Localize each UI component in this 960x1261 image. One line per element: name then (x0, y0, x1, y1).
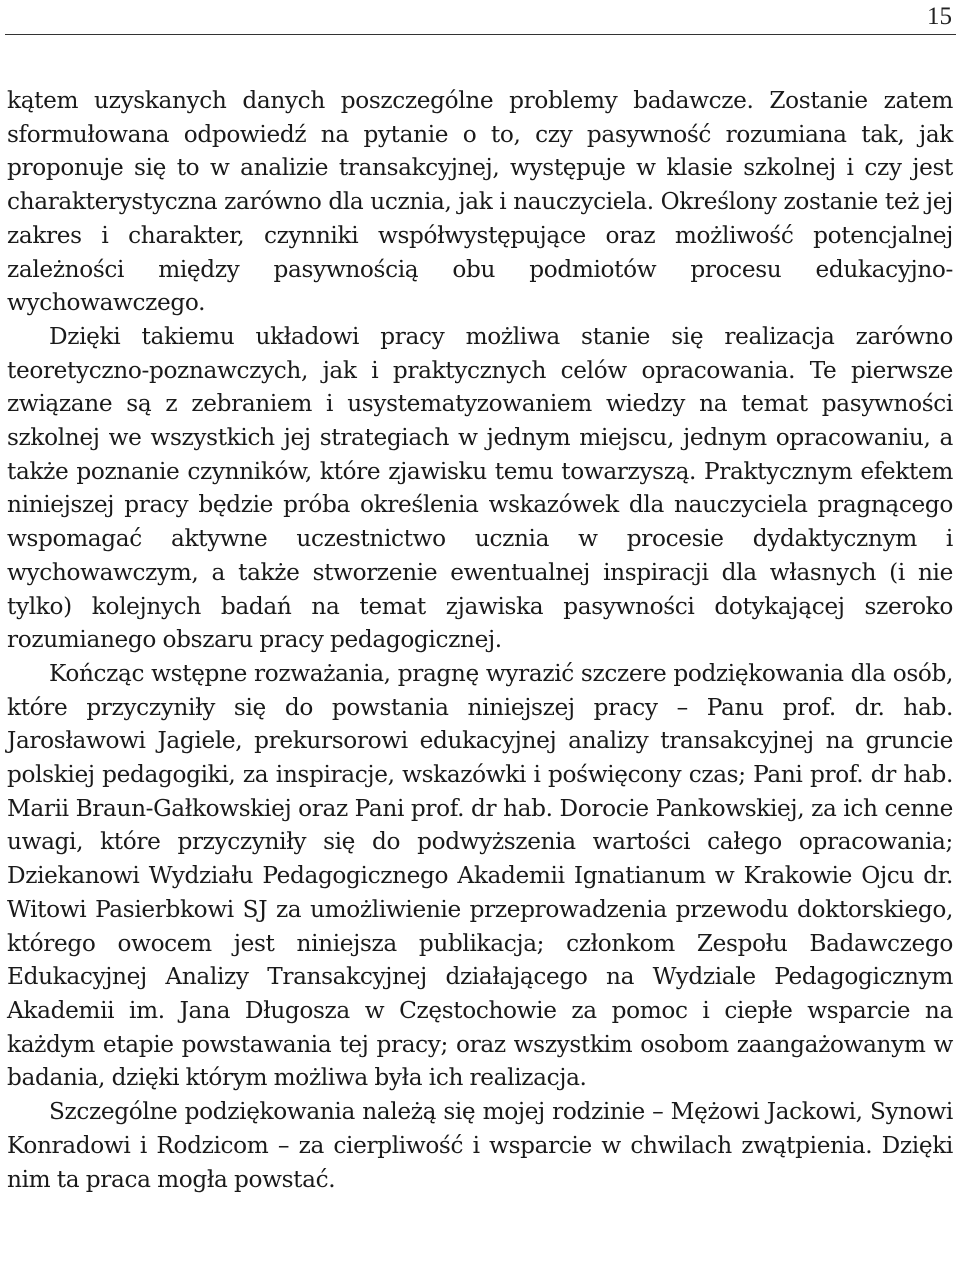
paragraph-acknowledgements: Kończąc wstępne rozważania, pragnę wyrazić szczere podziękowania dla osób, które przyczyniły się do powstania niniejszej pracy – Panu prof. dr. hab. Jarosławowi Jagiele, prekursorowi edukacyjnej analizy transakcyjnej na gruncie polskiej pedagogiki, za inspiracje, wskazówki i poświęcony czas; Pani prof. dr hab. Marii Braun-Gałkowskiej oraz Pani prof. dr hab. Dorocie Pankowskiej, za ich cenne uwagi, które przyczyniły się do podwyższenia wartości całego opracowania; Dziekanowi Wydziału Pedagogicznego Akademii Ignatianum w Krakowie Ojcu dr. Witowi Pasierbkowi SJ za umożliwienie przeprowadzenia przewodu doktorskiego, którego owocem jest niniejsza publikacja; członkom Zespołu Badawczego Edukacyjnej Analizy Transakcyjnej działającego na Wydziale Pedagogicznym Akademii im. Jana Długosza w Częstochowie za pomoc i ciepłe wsparcie na każdym etapie powstawania tej pracy; oraz wszystkim osobom zaangażowanym w badania, dzięki którym możliwa była ich realizacja. (7, 659, 953, 1092)
page-number: 15 (927, 3, 952, 30)
paragraph-family-thanks: Szczególne podziękowania należą się mojej rodzinie – Mężowi Jackowi, Synowi Konradowi i Rodzicom – za cierpliwość i wsparcie w chwilach zwątpienia. Dzięki nim ta praca mogła powstać. (7, 1098, 953, 1193)
body-text (7, 84, 953, 1196)
header-rule (5, 34, 956, 35)
paragraph-work-goals: Dzięki takiemu układowi pracy możliwa stanie się realizacja zarówno teoretyczno-poznawczych, jak i praktycznych celów opracowania. Te pierwsze związane są z zebraniem i usystematyzowaniem wiedzy na temat pasywności szkolnej we wszystkich jej strategiach w jednym miejscu, jednym opracowaniu, a także poznanie czynników, które zjawisku temu towarzyszą. Praktycznym efektem niniejszej pracy będzie próba określenia wskazówek dla nauczyciela pragnącego wspomagać aktywne uczestnictwo ucznia w procesie dydaktycznym i wychowawczym, a także stworzenie ewentualnej inspiracji dla własnych (i nie tylko) kolejnych badań na temat zjawiska pasywności dotykającej szeroko rozumianego obszaru pracy pedagogicznej. (7, 322, 953, 654)
paragraph-research-problems: kątem uzyskanych danych poszczególne problemy badawcze. Zostanie zatem sformułowana odpowiedź na pytanie o to, czy pasywność rozumiana tak, jak proponuje się to w analizie transakcyjnej, występuje w klasie szkolnej i czy jest charakterystyczna zarówno dla ucznia, jak i nauczyciela. Określony zostanie też jej zakres i charakter, czynniki współwystępujące oraz możliwość potencjalnej zależności między pasywnością obu podmiotów procesu edukacyjno-wychowawczego. (7, 87, 953, 317)
